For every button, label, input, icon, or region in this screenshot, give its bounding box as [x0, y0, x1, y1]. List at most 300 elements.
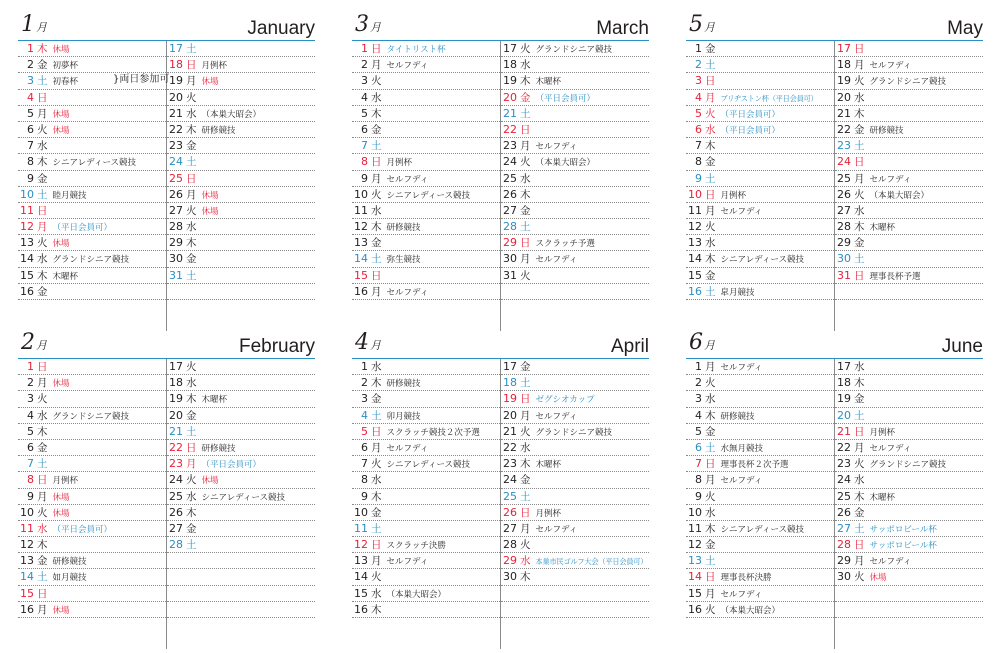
weekday: 火	[371, 458, 382, 471]
day-number: 6	[27, 122, 34, 136]
event-label: グランドシニア競技	[535, 427, 613, 438]
day-row	[18, 521, 166, 537]
weekday: 木	[186, 237, 197, 250]
event-label: 月例杯	[201, 61, 228, 72]
event-label: グランドシニア競技	[52, 255, 130, 266]
day-row	[686, 268, 834, 284]
weekday: 土	[854, 409, 865, 422]
day-number: 18	[837, 376, 851, 390]
weekday: 水	[854, 204, 865, 217]
weekday: 火	[705, 221, 716, 234]
event-label: 月例杯	[869, 427, 896, 438]
day-row	[686, 586, 834, 602]
day-number: 30	[169, 252, 183, 266]
weekday: 木	[705, 253, 716, 266]
day-row	[501, 187, 649, 203]
day-row	[501, 408, 649, 424]
weekday: 土	[37, 75, 48, 88]
day-number: 12	[354, 538, 368, 552]
day-number: 19	[837, 392, 851, 406]
weekday: 月	[186, 458, 197, 471]
day-number: 15	[688, 586, 702, 600]
weekday: 火	[705, 107, 716, 120]
day-number: 5	[361, 424, 368, 438]
day-row	[18, 586, 166, 602]
weekday: 月	[371, 59, 382, 72]
day-row	[352, 138, 500, 154]
weekday: 日	[705, 458, 716, 471]
day-number: 20	[503, 408, 517, 422]
weekday: 土	[186, 156, 197, 169]
day-row	[352, 235, 500, 251]
weekday: 月	[705, 91, 716, 104]
day-number: 19	[837, 74, 851, 88]
weekday: 火	[520, 425, 531, 438]
day-number: 17	[837, 42, 851, 55]
day-row	[835, 73, 983, 89]
weekday: 月	[371, 285, 382, 298]
day-number: 20	[169, 90, 183, 104]
day-row	[835, 537, 983, 553]
weekday: 水	[854, 474, 865, 487]
event-label: （平日会員可）	[720, 125, 781, 136]
event-label: 木曜杯	[52, 271, 79, 282]
event-label: 休場	[52, 239, 70, 250]
weekday: 火	[520, 156, 531, 169]
day-number: 21	[503, 106, 517, 120]
day-number: 25	[169, 171, 183, 185]
day-number: 14	[354, 570, 368, 584]
event-label: 理事長杯２次予選	[720, 460, 789, 471]
day-number: 26	[503, 505, 517, 519]
weekday: 金	[520, 91, 531, 104]
weekday: 月	[854, 59, 865, 72]
day-row	[167, 138, 315, 154]
day-column-right	[167, 41, 315, 331]
day-number: 23	[837, 457, 851, 471]
day-row	[835, 553, 983, 569]
month-grid	[352, 359, 649, 649]
day-number: 6	[695, 440, 702, 454]
day-number: 15	[20, 268, 34, 282]
day-number: 4	[695, 408, 702, 422]
day-row	[501, 284, 649, 300]
weekday: 水	[705, 393, 716, 406]
day-row	[686, 235, 834, 251]
day-column-left	[352, 359, 501, 649]
weekday: 火	[854, 188, 865, 201]
day-row	[835, 569, 983, 585]
day-row	[167, 586, 315, 602]
day-row	[686, 219, 834, 235]
weekday: 水	[371, 361, 382, 373]
day-number: 5	[27, 424, 34, 438]
weekday: 土	[705, 441, 716, 454]
event-label: セルフディ	[535, 142, 578, 153]
event-label: 休場	[52, 379, 70, 390]
event-label: セルフディ	[720, 363, 763, 373]
month-name: June	[941, 336, 983, 357]
day-number: 1	[695, 360, 702, 373]
day-number: 29	[837, 236, 851, 250]
weekday: 火	[186, 204, 197, 217]
day-row	[686, 537, 834, 553]
weekday: 木	[37, 425, 48, 438]
event-label: 休場	[201, 190, 219, 201]
event-label: ブリヂストン杯（平日会員可）	[720, 93, 818, 103]
weekday: 木	[854, 490, 865, 503]
event-label: 研修競技	[869, 125, 904, 136]
month-number: 6月	[689, 330, 715, 355]
day-number: 16	[354, 284, 368, 298]
weekday: 月	[37, 221, 48, 234]
day-number: 16	[688, 284, 702, 298]
event-label: 初春杯	[52, 77, 79, 88]
day-row	[686, 602, 834, 618]
day-row	[167, 41, 315, 57]
day-row	[501, 505, 649, 521]
day-number: 3	[695, 392, 702, 406]
weekday: 土	[705, 555, 716, 568]
day-number: 19	[503, 74, 517, 88]
month-april	[352, 330, 649, 649]
day-row	[686, 440, 834, 456]
weekday: 木	[854, 221, 865, 234]
event-label: 月例杯	[720, 190, 747, 201]
day-row	[835, 203, 983, 219]
month-name: April	[610, 336, 649, 357]
day-number: 7	[361, 139, 368, 153]
day-number: 27	[503, 521, 517, 535]
day-row	[167, 187, 315, 203]
event-label: シニアレディース競技	[720, 255, 805, 266]
day-number: 10	[688, 505, 702, 519]
event-label: 休場	[201, 77, 219, 88]
weekday: 日	[371, 539, 382, 552]
weekday: 火	[371, 75, 382, 88]
weekday: 水	[705, 237, 716, 250]
day-number: 21	[837, 106, 851, 120]
month-number: 2月	[21, 330, 47, 355]
weekday: 土	[186, 43, 197, 55]
weekday: 水	[371, 587, 382, 600]
day-row	[18, 359, 166, 375]
weekday: 木	[371, 221, 382, 234]
day-number: 5	[27, 106, 34, 120]
day-number: 25	[837, 489, 851, 503]
day-row	[352, 90, 500, 106]
day-row	[501, 521, 649, 537]
month-number: 1月	[21, 12, 47, 37]
weekday: 火	[520, 43, 531, 55]
day-number: 6	[361, 122, 368, 136]
weekday: 火	[37, 393, 48, 406]
day-column-right	[501, 41, 649, 331]
event-label: セルフディ	[720, 206, 763, 217]
weekday: 金	[37, 441, 48, 454]
day-row	[501, 569, 649, 585]
day-row	[167, 106, 315, 122]
day-number: 30	[837, 570, 851, 584]
month-number: 5月	[689, 12, 715, 37]
day-number: 24	[503, 473, 517, 487]
month-header	[18, 330, 315, 359]
day-row	[18, 391, 166, 407]
weekday: 金	[705, 269, 716, 282]
day-row	[18, 284, 166, 300]
weekday: 木	[37, 539, 48, 552]
day-row	[352, 57, 500, 73]
weekday: 水	[520, 172, 531, 185]
day-number: 4	[695, 90, 702, 104]
day-number: 22	[837, 440, 851, 454]
event-label: スクラッチ予選	[535, 239, 595, 250]
day-number: 5	[361, 106, 368, 120]
weekday: 土	[705, 172, 716, 185]
event-label: シニアレディース競技	[201, 492, 286, 503]
event-label: 休場	[52, 605, 70, 616]
day-number: 30	[503, 570, 517, 584]
day-row	[167, 424, 315, 440]
day-number: 31	[837, 268, 851, 282]
day-row	[352, 154, 500, 170]
day-number: 24	[169, 473, 183, 487]
day-row	[167, 408, 315, 424]
day-number: 13	[354, 236, 368, 250]
day-row	[167, 602, 315, 618]
day-row	[835, 90, 983, 106]
day-row	[686, 456, 834, 472]
weekday: 土	[520, 490, 531, 503]
weekday: 金	[371, 506, 382, 519]
day-number: 1	[361, 360, 368, 373]
day-number: 10	[20, 187, 34, 201]
day-number: 13	[354, 554, 368, 568]
event-label: グランドシニア競技	[869, 77, 947, 88]
day-row	[835, 154, 983, 170]
day-number: 9	[27, 489, 34, 503]
day-number: 22	[169, 440, 183, 454]
event-label: 休場	[52, 492, 70, 503]
day-number: 14	[688, 570, 702, 584]
day-row	[835, 359, 983, 375]
weekday: 月	[854, 172, 865, 185]
day-row	[18, 138, 166, 154]
weekday: 木	[371, 107, 382, 120]
day-row	[501, 90, 649, 106]
day-row	[167, 171, 315, 187]
weekday: 月	[520, 253, 531, 266]
weekday: 火	[371, 571, 382, 584]
weekday: 金	[705, 425, 716, 438]
day-row	[352, 122, 500, 138]
day-row	[352, 586, 500, 602]
day-row	[167, 284, 315, 300]
day-number: 28	[169, 538, 183, 552]
weekday: 木	[186, 393, 197, 406]
day-number: 8	[27, 473, 34, 487]
weekday: 日	[705, 571, 716, 584]
day-row	[18, 472, 166, 488]
day-number: 17	[837, 360, 851, 373]
day-number: 19	[503, 392, 517, 406]
day-row	[167, 359, 315, 375]
weekday: 木	[371, 490, 382, 503]
day-number: 4	[27, 90, 34, 104]
month-name: February	[238, 336, 315, 357]
weekday: 金	[186, 140, 197, 153]
day-row	[352, 106, 500, 122]
month-grid	[352, 41, 649, 331]
day-row	[352, 537, 500, 553]
day-row	[167, 489, 315, 505]
event-label: 休場	[52, 508, 70, 519]
day-row	[686, 505, 834, 521]
day-row	[501, 489, 649, 505]
weekday: 土	[705, 59, 716, 72]
weekday: 金	[186, 409, 197, 422]
day-number: 25	[837, 171, 851, 185]
day-number: 14	[20, 570, 34, 584]
day-row	[686, 171, 834, 187]
day-number: 31	[503, 268, 517, 282]
weekday: 水	[186, 377, 197, 390]
weekday: 水	[37, 409, 48, 422]
weekday: 月	[520, 409, 531, 422]
day-number: 17	[503, 42, 517, 55]
event-label: グランドシニア競技	[535, 45, 613, 55]
event-label: 木曜杯	[535, 460, 562, 471]
day-number: 26	[503, 187, 517, 201]
day-number: 26	[837, 505, 851, 519]
weekday: 日	[37, 361, 48, 373]
day-number: 8	[695, 473, 702, 487]
day-number: 3	[695, 74, 702, 88]
event-label: セルフディ	[386, 287, 429, 298]
day-row	[352, 359, 500, 375]
day-column-right	[167, 359, 315, 649]
day-number: 31	[169, 268, 183, 282]
day-row	[686, 408, 834, 424]
day-row	[18, 219, 166, 235]
day-number: 10	[354, 187, 368, 201]
weekday: 木	[520, 75, 531, 88]
day-number: 22	[503, 440, 517, 454]
weekday: 土	[371, 409, 382, 422]
day-row	[501, 154, 649, 170]
day-number: 10	[688, 187, 702, 201]
day-row	[501, 602, 649, 618]
day-number: 14	[688, 252, 702, 266]
event-label: シニアレディース競技	[386, 190, 471, 201]
day-number: 9	[695, 489, 702, 503]
day-number: 21	[837, 424, 851, 438]
day-number: 27	[503, 203, 517, 217]
day-number: 2	[361, 58, 368, 72]
month-june	[686, 330, 983, 649]
weekday: 月	[371, 172, 382, 185]
day-row	[501, 424, 649, 440]
day-row	[18, 203, 166, 219]
event-label: セルフディ	[720, 589, 763, 600]
day-row	[167, 456, 315, 472]
weekday: 火	[186, 361, 197, 373]
day-row	[167, 375, 315, 391]
weekday: 金	[705, 539, 716, 552]
month-name: March	[596, 18, 649, 39]
day-number: 4	[27, 408, 34, 422]
day-number: 16	[688, 602, 702, 616]
weekday: 木	[705, 522, 716, 535]
weekday: 火	[854, 458, 865, 471]
day-number: 15	[20, 586, 34, 600]
weekday: 水	[37, 140, 48, 153]
weekday: 月	[705, 474, 716, 487]
day-row	[167, 154, 315, 170]
day-row	[18, 408, 166, 424]
event-label: セルフディ	[869, 557, 912, 568]
weekday: 土	[37, 188, 48, 201]
event-label: シニアレディース競技	[720, 524, 805, 535]
day-column-right	[501, 359, 649, 649]
day-row	[835, 375, 983, 391]
day-number: 9	[695, 171, 702, 185]
day-number: 18	[169, 376, 183, 390]
note-both-days: }両日参加可	[113, 74, 170, 85]
day-row	[167, 521, 315, 537]
event-label: （本巣大昭会）	[869, 190, 930, 201]
day-row	[686, 489, 834, 505]
weekday: 日	[705, 188, 716, 201]
day-number: 10	[354, 505, 368, 519]
weekday: 火	[371, 188, 382, 201]
day-number: 28	[503, 538, 517, 552]
weekday: 土	[520, 107, 531, 120]
day-row	[686, 359, 834, 375]
day-row	[501, 73, 649, 89]
day-number: 9	[361, 171, 368, 185]
weekday: 木	[705, 409, 716, 422]
day-row	[501, 106, 649, 122]
day-number: 18	[503, 58, 517, 72]
day-number: 25	[169, 489, 183, 503]
day-row	[686, 251, 834, 267]
day-number: 13	[688, 236, 702, 250]
weekday: 日	[37, 204, 48, 217]
day-row	[501, 251, 649, 267]
day-row	[167, 90, 315, 106]
day-number: 7	[361, 457, 368, 471]
weekday: 土	[37, 571, 48, 584]
weekday: 金	[705, 43, 716, 55]
event-label: サッポロビール杯	[869, 524, 937, 535]
day-row	[686, 154, 834, 170]
day-row	[167, 73, 315, 89]
event-label: （本巣大昭会）	[535, 158, 596, 169]
day-row	[167, 440, 315, 456]
day-row	[686, 57, 834, 73]
day-row	[686, 90, 834, 106]
weekday: 土	[705, 285, 716, 298]
day-number: 3	[27, 392, 34, 406]
day-row	[352, 251, 500, 267]
day-row	[352, 553, 500, 569]
month-name: May	[947, 18, 983, 39]
day-row	[501, 586, 649, 602]
event-label: 睦月競技	[52, 190, 87, 201]
weekday: 木	[854, 107, 865, 120]
day-row	[501, 359, 649, 375]
